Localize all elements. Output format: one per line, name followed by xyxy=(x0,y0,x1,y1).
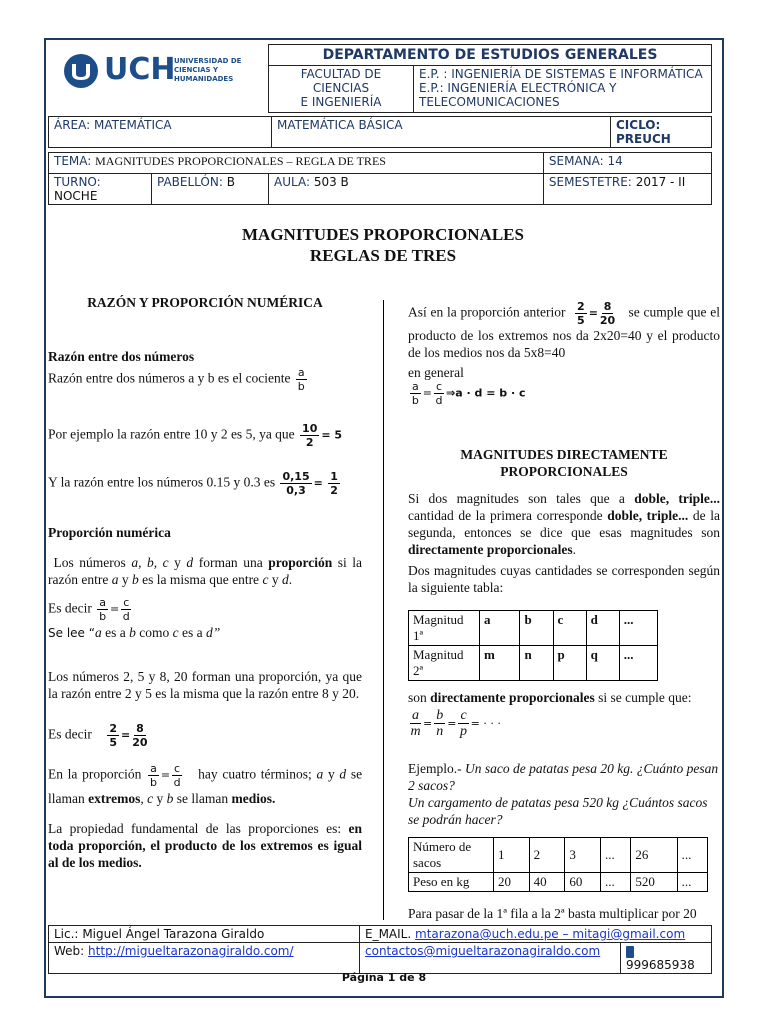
ep-cell xyxy=(414,66,712,113)
dd-a: Si dos magnitudes son tales que a xyxy=(408,491,625,506)
tema-label: TEMA: xyxy=(54,154,92,168)
table1-cell: ... xyxy=(619,646,657,681)
table1-cell: Magnitud 1ª xyxy=(409,611,480,646)
directas-formula: $\frac{a}{m}$ = $\frac{b}{n}$ = $\frac{c}{p}$ = · · · xyxy=(410,708,501,739)
semana-value: 14 xyxy=(607,154,623,168)
email-link[interactable]: mtarazona@uch.edu.pe – mitagi@gmail.com xyxy=(415,927,686,941)
ejemplo-2: Un cargamento de patatas pesa 520 kg ¿Cuántos sacos se podrán hacer? xyxy=(408,795,708,827)
phone-icon xyxy=(626,946,634,958)
web-label: Web: xyxy=(54,944,85,958)
table2-cell: ... xyxy=(600,838,630,873)
lic-label: Lic.: xyxy=(54,927,79,941)
table1-cell: n xyxy=(520,646,553,681)
area-cell: ÁREA: MATEMÁTICA xyxy=(49,117,272,148)
footer-table xyxy=(48,925,712,974)
t-a: En la proporción xyxy=(48,766,142,782)
t-c: y xyxy=(327,766,335,782)
table1-cell: m xyxy=(480,646,520,681)
t-h: medios. xyxy=(231,791,276,806)
sub-proporcion: Proporción numérica xyxy=(48,525,171,540)
frac-a-b-2: $\frac{a}{b}$ xyxy=(99,596,107,623)
en-general: en general xyxy=(408,365,464,380)
prop-a: La propiedad fundamental de las proporciones es: xyxy=(48,821,342,836)
email-cell xyxy=(360,926,712,943)
ejemplo-label: Ejemplo.- xyxy=(408,761,462,776)
multiplicar-text: Para pasar de la 1ª fila a la 2ª basta multiplicar por 20 xyxy=(408,906,697,921)
t-f: y xyxy=(156,791,164,806)
uch-emblem-icon xyxy=(62,52,100,90)
phone-number: 999685938 xyxy=(626,958,695,972)
directas-condition xyxy=(408,690,691,706)
semestre-label: SEMESTETRE: xyxy=(548,175,632,189)
phone-cell xyxy=(621,943,712,974)
title-line-2: REGLAS DE TRES xyxy=(309,246,457,265)
aula-label: AULA: xyxy=(274,175,310,189)
pd-a: Los números xyxy=(53,555,126,570)
frac-c-d-2: $\frac{c}{d}$ xyxy=(173,762,181,789)
table1-row xyxy=(409,646,658,681)
table2-cell: 3 xyxy=(565,838,601,873)
directas-heading-2: PROPORCIONALES xyxy=(500,464,628,479)
table2-cell: ... xyxy=(677,873,707,892)
uch-logo xyxy=(62,50,262,94)
pd-e: y xyxy=(121,572,129,587)
pd-f: es la misma que entre xyxy=(142,572,260,587)
faculty-line-2: E INGENIERÍA xyxy=(300,95,382,109)
table2-row xyxy=(409,838,708,873)
se-lee-3: como xyxy=(139,625,170,640)
frac-015-03: $\frac{0,15}{0,3}$ xyxy=(282,470,310,497)
sub-razon: Razón entre dos números xyxy=(48,349,195,364)
table2-cell: Peso en kg xyxy=(409,873,494,892)
table1-cell: c xyxy=(553,611,586,646)
cond-a: son xyxy=(408,690,427,705)
faculty-cell xyxy=(269,66,414,113)
table1-cell: p xyxy=(553,646,586,681)
left-heading: RAZÓN Y PROPORCIÓN NUMÉRICA xyxy=(87,295,323,310)
table2-cell: 26 xyxy=(631,838,677,873)
pabellon-cell xyxy=(152,174,269,205)
table2-cell: 40 xyxy=(529,873,565,892)
es-decir-1: Es decir $\frac{a}{b}$ = $\frac{c}{d}$ xyxy=(48,596,130,623)
frac-1-2: $\frac{1}{2}$ xyxy=(330,470,338,497)
ep-line-1: E.P. : INGENIERÍA DE SISTEMAS E INFORMÁTICA xyxy=(419,67,703,81)
propiedad-text xyxy=(48,820,362,871)
ejemplo-text xyxy=(408,760,720,828)
frac-b-n: $\frac{b}{n}$ xyxy=(436,708,444,739)
producto-text: Así en la proporción anterior $\frac{2}{5}$ = $\frac{8}{20}$ se cumple que el producto de los extremos nos da 2x20=40 y el producto de los medios nos da 5x8=40 xyxy=(408,300,721,360)
page-number: Página 1 de 8 xyxy=(341,971,427,984)
tema-value: MAGNITUDES PROPORCIONALES – REGLA DE TRES xyxy=(95,154,386,168)
pd-g: y xyxy=(271,572,279,587)
directas-heading xyxy=(408,446,720,480)
frac-10-2: $\frac{10}{2}$ xyxy=(302,422,318,449)
aula-value: 503 B xyxy=(313,175,349,189)
frac-8-20-r: $\frac{8}{20}$ xyxy=(599,300,616,327)
frac-c-d: $\frac{c}{d}$ xyxy=(122,596,130,623)
sacos-table xyxy=(408,837,708,892)
table2-cell: ... xyxy=(600,873,630,892)
tema-cell xyxy=(49,153,544,174)
general-formula: $\frac{a}{b}$ = $\frac{c}{d}$ ⇒a · d = b · c xyxy=(411,380,526,407)
dd-d: doble, triple... xyxy=(607,508,689,523)
cond-c: si se cumple que: xyxy=(598,690,692,705)
dd-b: doble, triple... xyxy=(634,491,721,506)
dd-f: directamente proporcionales xyxy=(408,542,573,557)
table1-cell: q xyxy=(586,646,619,681)
web-link[interactable]: http://migueltarazonagiraldo.com/ xyxy=(88,944,294,958)
razon-example-2-text: Y la razón entre los números 0.15 y 0.3 es xyxy=(48,474,276,490)
table2-cell: 2 xyxy=(529,838,565,873)
se-lee: Se lee “a es a b como c es a d” xyxy=(48,625,221,640)
table2-cell: 1 xyxy=(494,838,530,873)
razon-def-text: Razón entre dos números a y b es el cociente xyxy=(48,370,291,386)
table2-row xyxy=(409,873,708,892)
logo-sub-3: HUMANIDADES xyxy=(174,75,234,83)
proporcion-def: Los números a, b, c y d forman una proporción si la razón entre a y b es la misma que entre c y d. xyxy=(48,555,363,587)
pabellon-label: PABELLÓN: xyxy=(157,175,223,189)
document-title xyxy=(48,224,718,266)
directas-def: Si dos magnitudes son tales que a doble, triple... cantidad de la primera corresponde doble, triple... de la segunda, entonces se dice que esas magnitudes son directamente proporcionales. xyxy=(408,491,721,557)
logo-sub-2: CIENCIAS Y xyxy=(174,66,219,74)
table1-cell: ... xyxy=(619,611,657,646)
directas-heading-1: MAGNITUDES DIRECTAMENTE xyxy=(460,447,668,462)
pd-d: si la razón entre xyxy=(48,555,363,587)
contact-link[interactable]: contactos@migueltarazonagiraldo.com xyxy=(365,944,601,958)
magnitudes-table xyxy=(408,610,658,681)
table1-cell: a xyxy=(480,611,520,646)
faculty-line-1: FACULTAD DE CIENCIAS xyxy=(300,67,382,95)
proporcion-example: Los números 2, 5 y 8, 20 forman una proporción, ya que la razón entre 2 y 5 es la misma que la razón entre 8 y 20. xyxy=(48,669,362,701)
es-decir-2-text: Es decir xyxy=(48,726,92,742)
table2-cell: 60 xyxy=(565,873,601,892)
t-g: se llaman xyxy=(176,791,229,806)
column-divider xyxy=(383,300,384,920)
info-table xyxy=(48,152,712,205)
course-cell: MATEMÁTICA BÁSICA xyxy=(272,117,611,148)
table2-cell: Número de sacos xyxy=(409,838,494,873)
ep-line-2: E.P.: INGENIERÍA ELECTRÓNICA Y xyxy=(419,81,617,95)
semestre-cell xyxy=(543,174,711,205)
table1-row xyxy=(409,611,658,646)
cond-b: directamente proporcionales xyxy=(430,690,595,705)
frac-a-m: $\frac{a}{m}$ xyxy=(410,708,421,739)
razon-example-1: Por ejemplo la razón entre 10 y 2 es 5, ya que $\frac{10}{2}$ = 5 xyxy=(48,422,343,449)
turno-label: TURNO: xyxy=(54,175,101,189)
table1-cell: d xyxy=(586,611,619,646)
ep-line-3: TELECOMUNICACIONES xyxy=(419,95,560,109)
frac-2-5-r: $\frac{2}{5}$ xyxy=(577,300,585,327)
table1-cell: Magnitud 2ª xyxy=(409,646,480,681)
t-b: hay cuatro términos; xyxy=(198,766,312,782)
prod-b: se cumple que el producto de los extremos nos da 2x20=40 y el producto de los medios nos da 5x8=40 xyxy=(408,304,721,360)
table1-cell: b xyxy=(520,611,553,646)
se-lee-2: es a xyxy=(105,625,126,640)
se-lee-text: Se lee “ xyxy=(48,626,95,640)
frac-a-b-3: $\frac{a}{b}$ xyxy=(149,762,157,789)
contact-cell xyxy=(360,943,621,974)
department-title: DEPARTAMENTO DE ESTUDIOS GENERALES xyxy=(269,45,712,66)
frac-a-b: $\frac{a}{b}$ xyxy=(297,366,305,393)
aula-cell xyxy=(269,174,544,205)
semana-cell xyxy=(543,153,711,174)
frac-a-b-r: $\frac{a}{b}$ xyxy=(411,380,419,407)
turno-value: NOCHE xyxy=(54,189,98,203)
dd-c: cantidad de la primera corresponde xyxy=(408,508,603,523)
t-e: extremos xyxy=(88,791,141,806)
frac-8-20: $\frac{8}{20}$ xyxy=(132,722,148,749)
lic-cell xyxy=(49,926,360,943)
header-table xyxy=(268,44,712,113)
frac-2-5: $\frac{2}{5}$ xyxy=(109,722,118,749)
es-decir-1-text: Es decir xyxy=(48,600,92,616)
semestre-value: 2017 - II xyxy=(635,175,686,189)
razon-example-1-text: Por ejemplo la razón entre 10 y 2 es 5, ya que xyxy=(48,426,295,442)
t-d: se llaman xyxy=(48,766,363,806)
cycle-cell: CICLO: PREUCH xyxy=(611,117,712,148)
pd-c: proporción xyxy=(268,555,333,570)
prop-b: en toda proporción, el producto de los extremos es igual al de los medios. xyxy=(48,821,363,870)
table2-cell: ... xyxy=(677,838,707,873)
dd-e: de la segunda, entonces se dice que esas magnitudes son xyxy=(408,508,720,540)
frac-c-p: $\frac{c}{p}$ xyxy=(460,708,468,739)
razon-example-2: Y la razón entre los números 0.15 y 0.3 es $\frac{0,15}{0,3}$ = $\frac{1}{2}$ xyxy=(48,470,338,497)
pd-b: forman una xyxy=(198,555,263,570)
lic-name: Miguel Ángel Tarazona Giraldo xyxy=(82,927,265,941)
prod-a: Así en la proporción anterior xyxy=(408,304,566,320)
tabla-intro: Dos magnitudes cuyas cantidades se corresponden según la siguiente tabla: xyxy=(408,563,720,595)
table2-cell: 520 xyxy=(631,873,677,892)
email-label: E_MAIL. xyxy=(365,927,412,941)
ejemplo-1: Un saco de patatas pesa 20 kg. ¿Cuánto pesan 2 sacos? xyxy=(408,761,719,793)
semana-label: SEMANA: xyxy=(548,154,604,168)
table2-cell: 20 xyxy=(494,873,530,892)
area-table xyxy=(48,116,712,148)
logo-sub-1: UNIVERSIDAD DE xyxy=(174,57,242,65)
razon-def xyxy=(48,366,362,393)
turno-cell xyxy=(49,174,152,205)
logo-text: UCH xyxy=(104,52,176,87)
frac-c-d-r: $\frac{c}{d}$ xyxy=(435,380,443,407)
web-cell xyxy=(49,943,360,974)
se-lee-4: es a xyxy=(181,625,203,640)
es-decir-2: Es decir $\frac{2}{5}$ = $\frac{8}{20}$ xyxy=(48,722,148,749)
terminos-text: En la proporción $\frac{a}{b}$ = $\frac{c}{d}$ hay cuatro términos; a y d se llaman extremos, c y b se llaman medios. xyxy=(48,762,363,806)
title-line-1: MAGNITUDES PROPORCIONALES xyxy=(242,225,524,244)
pabellon-value: B xyxy=(226,175,235,189)
